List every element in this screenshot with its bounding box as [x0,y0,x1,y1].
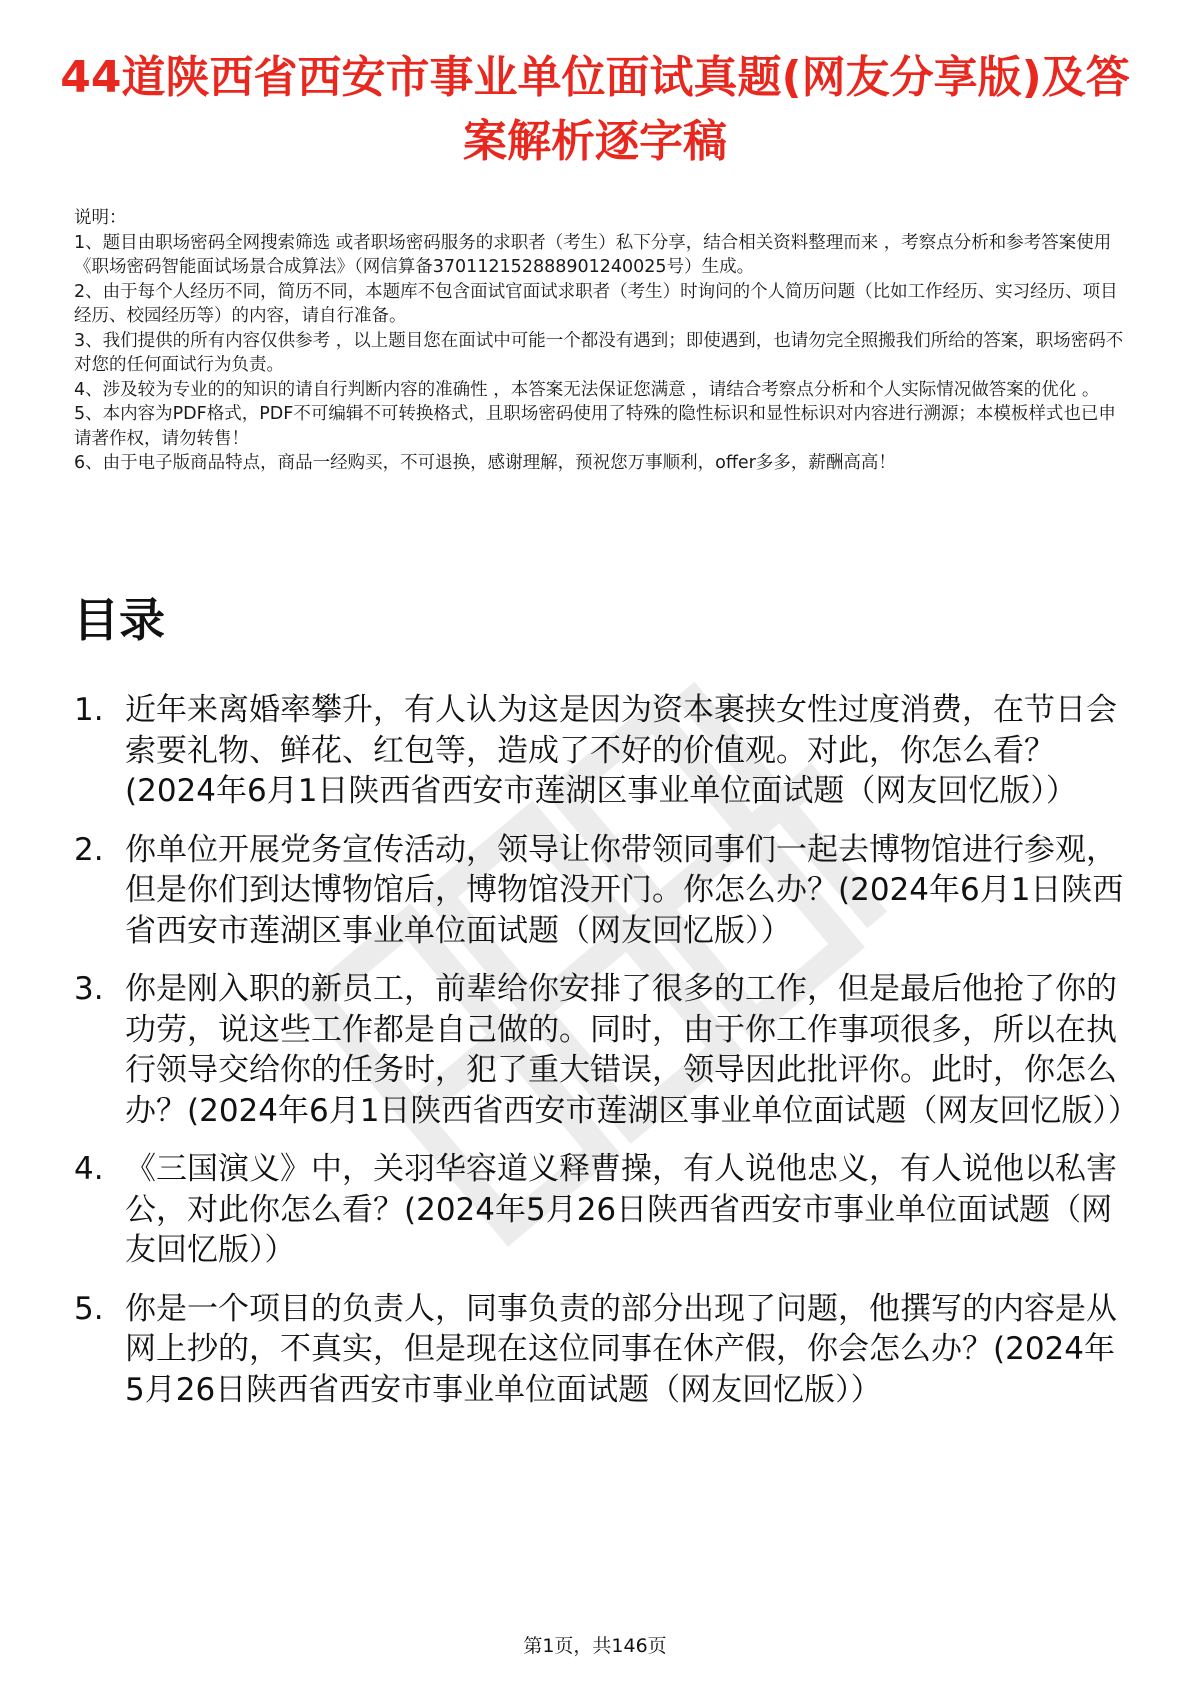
note-item: 4、涉及较为专业的的知识的请自行判断内容的准确性 ，本答案无法保证您满意 ，请结合考察点分析和个人实际情况做答案的优化 。 [74,379,1100,400]
toc-item-text: 你是刚入职的新员工，前辈给你安排了很多的工作，但是最后他抢了你的功劳，说这些工作都是自己做的。同时，由于你工作事项很多，所以在执行领导交给你的任务时，犯了重大错误，领导因此批评你。此时，你怎么办？(2024年6月1日陕西省西安市莲湖区事业单位面试题（网友回忆版）） [125,971,1139,1129]
toc-item-text: 你是一个项目的负责人，同事负责的部分出现了问题，他撰写的内容是从网上抄的，不真实，但是现在这位同事在休产假，你会怎么办？(2024年5月26日陕西省西安市事业单位面试题（网友回忆版）） [125,1290,1117,1408]
document-title: 44道陕西省西安市事业单位面试真题(网友分享版)及答案解析逐字稿 [60,52,1130,167]
toc-item-number: 1. [74,692,104,728]
toc-item[interactable] [74,830,1124,952]
note-item: 1、题目由职场密码全网搜索筛选 或者职场密码服务的求职者（考生）私下分享，结合相关资料整理而来 ，考察点分析和参考答案使用《职场密码智能面试场景合成算法》（网信算备370112152888901240025号）生成。 [74,232,1112,277]
toc-item-number: 3. [74,971,104,1007]
toc-item-text: 近年来离婚率攀升，有人认为这是因为资本裹挟女性过度消费，在节日会索要礼物、鲜花、红包等，造成了不好的价值观。对此，你怎么看？(2024年6月1日陕西省西安市莲湖区事业单位面试题（网友回忆版）） [125,692,1117,809]
toc-item[interactable] [74,1289,1124,1411]
notes-label: 说明： [74,208,127,228]
toc-item-number: 2. [74,831,104,868]
toc-item-text: 《三国演义》中，关羽华容道义释曹操，有人说他忠义，有人说他以私害公，对此你怎么看？(2024年5月26日陕西省西安市事业单位面试题（网友回忆版）） [125,1151,1117,1268]
disclaimer-notes [74,206,1124,476]
note-item: 3、我们提供的所有内容仅供参考 ，以上题目您在面试中可能一个都没有遇到；即使遇到，也请勿完全照搬我们所给的答案，职场密码不对您的任何面试行为负责。 [74,330,1124,375]
toc-item[interactable] [74,969,1139,1131]
page-number-footer: 第1页，共146页 [523,1635,667,1657]
toc-heading: 目录 [73,593,165,647]
toc-item[interactable] [74,1149,1124,1271]
note-item: 5、本内容为PDF格式，PDF不可编辑不可转换格式，且职场密码使用了特殊的隐性标识和显性标识对内容进行溯源；本模板样式也已申请著作权，请勿转售！ [74,404,1116,449]
toc-item-text: 你单位开展党务宣传活动，领导让你带领同事们一起去博物馆进行参观，但是你们到达博物馆后，博物馆没开门。你怎么办？(2024年6月1日陕西省西安市莲湖区事业单位面试题（网友回忆版）） [125,831,1124,949]
note-item: 2、由于每个人经历不同，简历不同，本题库不包含面试官面试求职者（考生）时询问的个人简历问题（比如工作经历、实习经历、项目经历、校园经历等）的内容，请自行准备。 [74,281,1118,326]
toc-item-number: 5. [74,1290,104,1327]
note-item: 6、由于电子版商品特点，商品一经购买，不可退换，感谢理解，预祝您万事顺利，offer多多，薪酬高高！ [74,453,896,473]
toc-list [74,690,1139,1428]
toc-item-number: 4. [74,1151,104,1187]
toc-item[interactable] [74,690,1124,812]
